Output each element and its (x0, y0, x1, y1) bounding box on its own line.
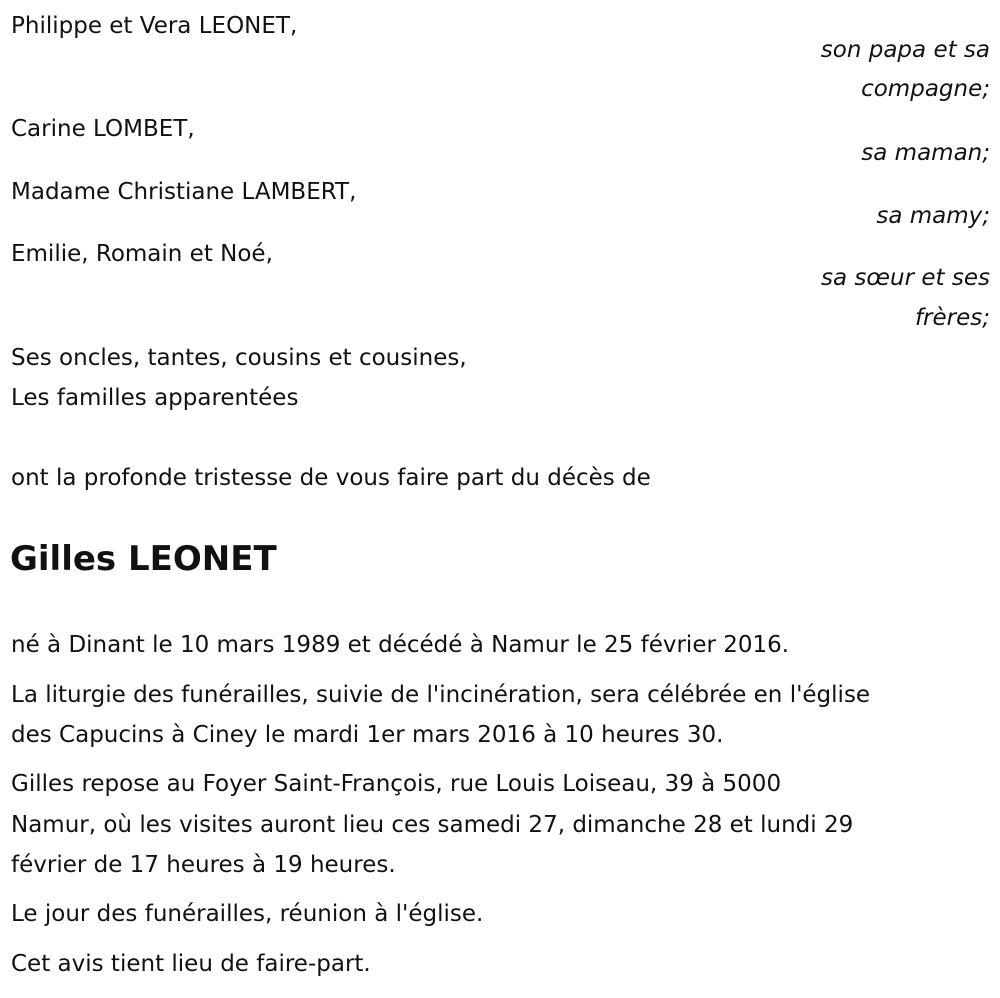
visits-line-1: Gilles repose au Foyer Saint-François, rue Louis Loiseau, 39 à 5000 (11, 771, 782, 797)
family-relation-1b: compagne; (861, 76, 990, 102)
liturgy-line-1: La liturgie des funérailles, suivie de l'incinération, sera célébrée en l'église (11, 682, 871, 708)
family-relation-3: sa mamy; (876, 203, 990, 229)
family-name-4: Emilie, Romain et Noé, (11, 241, 273, 267)
visits-line-2: Namur, où les visites auront lieu ces samedi 27, dimanche 28 et lundi 29 (11, 812, 854, 838)
extended-family-1: Ses oncles, tantes, cousins et cousines, (11, 345, 467, 371)
family-relation-1a: son papa et sa (820, 37, 990, 63)
closing: Cet avis tient lieu de faire-part. (11, 951, 371, 977)
deceased-name: Gilles LEONET (10, 539, 277, 579)
family-name-1: Philippe et Vera LEONET, (11, 13, 298, 39)
family-relation-4b: frères; (914, 305, 990, 331)
family-relation-2: sa maman; (861, 140, 990, 166)
family-relation-4a: sa sœur et ses (821, 265, 990, 291)
meeting: Le jour des funérailles, réunion à l'église. (11, 901, 484, 927)
liturgy-line-2: des Capucins à Ciney le mardi 1er mars 2016 à 10 heures 30. (11, 722, 724, 748)
birth-death: né à Dinant le 10 mars 1989 et décédé à Namur le 25 février 2016. (11, 632, 790, 658)
family-name-2: Carine LOMBET, (11, 116, 195, 142)
family-name-3: Madame Christiane LAMBERT, (11, 179, 357, 205)
visits-line-3: février de 17 heures à 19 heures. (11, 852, 396, 878)
announcement: ont la profonde tristesse de vous faire part du décès de (11, 465, 651, 491)
extended-family-2: Les familles apparentées (11, 385, 299, 411)
